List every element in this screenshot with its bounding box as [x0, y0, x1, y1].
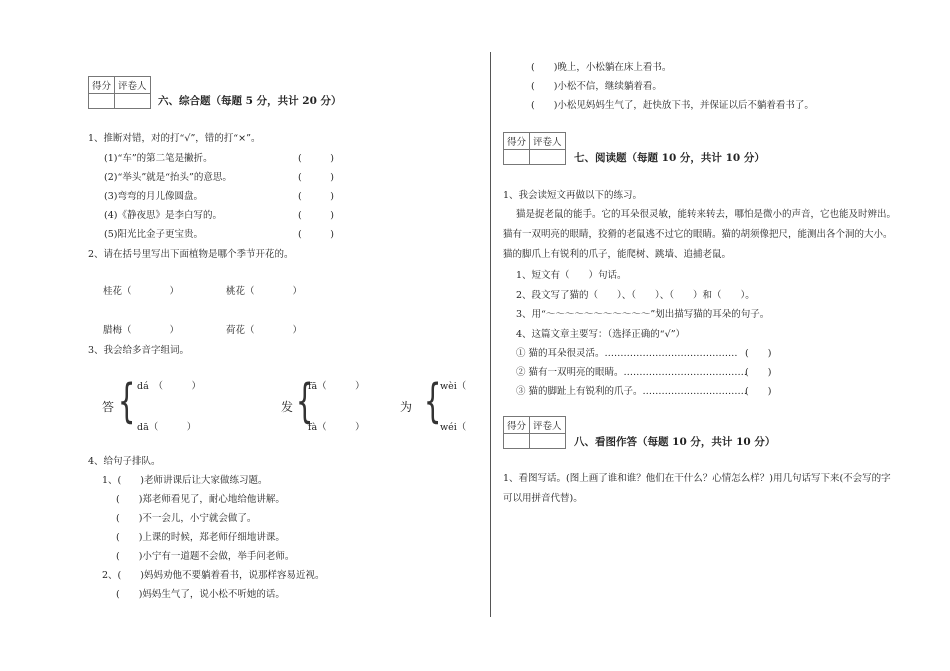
- choice-3-answer[interactable]: ( ): [745, 386, 772, 397]
- q1-item-2: (2)“举头”就是“抬头”的意思。: [104, 172, 232, 183]
- q4-line-7: ( )妈妈生气了，说小松不听她的话。: [116, 589, 285, 600]
- q1-item-1: (1)“车”的第二笔是撇折。: [104, 153, 213, 164]
- q1-item-3: (3)弯弯的月儿像圆盘。: [104, 191, 203, 202]
- choice-2: ② 猫有一双明亮的眼睛。…………………………………: [516, 367, 748, 378]
- section6-title: 六、综合题（每题 5 分，共计 20 分）: [158, 95, 342, 107]
- brace-icon: {: [295, 374, 314, 428]
- polyphone-fa-top[interactable]: fā（ ）: [308, 381, 365, 392]
- q4-line-2: ( )郑老师看见了，耐心地给他讲解。: [116, 494, 285, 505]
- choice-2-answer[interactable]: ( ): [745, 367, 772, 378]
- score-box-section7: [503, 132, 566, 165]
- q2-item-peach[interactable]: 桃花（ ）: [226, 286, 303, 297]
- grader-cell[interactable]: [530, 150, 566, 165]
- polyphone-fa-bottom[interactable]: fà（ ）: [308, 422, 365, 433]
- polyphone-char-wei: 为: [400, 400, 413, 414]
- reading-question-3: 3、用“～～～～～～～～～～～”划出描写猫的耳朵的句子。: [516, 309, 770, 320]
- grader-cell[interactable]: [530, 434, 566, 449]
- score-cell[interactable]: [504, 150, 530, 165]
- grader-label: 评卷人: [530, 133, 566, 150]
- picture-writing-line-2: 可以用拼音代替)。: [503, 493, 583, 504]
- choice-3: ③ 猫的脚趾上有锐利的爪子。……………………………: [516, 386, 748, 397]
- q4-line-8: ( )晚上，小松躺在床上看书。: [531, 62, 672, 73]
- score-label: 得分: [504, 417, 530, 434]
- grader-label: 评卷人: [530, 417, 566, 434]
- score-label: 得分: [504, 133, 530, 150]
- section8-title: 八、看图作答（每题 10 分，共计 10 分）: [574, 436, 776, 448]
- passage-line-2: 猫有一双明亮的眼睛，狡猾的老鼠逃不过它的眼睛。猫的胡须像把尺，能测出各个洞的大小。: [503, 229, 893, 240]
- reading-question-4: 4、这篇文章主要写：（选择正确的“√”）: [516, 329, 686, 340]
- score-cell[interactable]: [504, 434, 530, 449]
- q2-item-wintersweet[interactable]: 腊梅（ ）: [103, 325, 180, 336]
- q1-answer-5[interactable]: ( ): [298, 229, 334, 240]
- polyphone-char-da: 答: [102, 400, 115, 414]
- score-cell[interactable]: [89, 94, 115, 109]
- column-divider: [490, 52, 491, 617]
- score-box-section8: [503, 416, 566, 449]
- q3-title: 3、我会给多音字组词。: [88, 345, 190, 356]
- q1-item-4: (4)《静夜思》是李白写的。: [104, 210, 222, 221]
- grader-label: 评卷人: [115, 77, 151, 94]
- polyphone-da-bottom[interactable]: dā（ ）: [137, 422, 197, 433]
- picture-writing-line-1: 1、看图写话。(图上画了谁和谁？他们在干什么？心情怎么样？)用几句话写下来(不会写的字: [503, 473, 891, 484]
- q2-title: 2、请在括号里写出下面植物是哪个季节开花的。: [88, 249, 294, 260]
- brace-icon: {: [423, 374, 442, 428]
- passage-line-3: 猫的脚爪上有锐利的爪子，能爬树、跳墙、追捕老鼠。: [503, 249, 732, 260]
- choice-1: ① 猫的耳朵很灵活。……………………………………: [516, 348, 738, 359]
- brace-icon: {: [117, 374, 136, 428]
- passage-line-1: 猫是捉老鼠的能手。它的耳朵很灵敏，能转来转去，哪怕是微小的声音，它也能及时辨出。: [516, 209, 897, 220]
- reading-question-2: 2、段文写了猫的（ ）、（ ）、（ ）和（ ）。: [516, 290, 755, 301]
- q4-line-4: ( )上课的时候，郑老师仔细地讲课。: [116, 532, 285, 543]
- section7-title: 七、阅读题（每题 10 分，共计 10 分）: [574, 152, 765, 164]
- q2-item-lotus[interactable]: 荷花（ ）: [226, 325, 303, 336]
- q1-answer-3[interactable]: ( ): [298, 191, 334, 202]
- polyphone-da-top[interactable]: dá （ ）: [137, 381, 201, 392]
- choice-1-answer[interactable]: ( ): [745, 348, 772, 359]
- q2-item-osmanthus[interactable]: 桂花（ ）: [103, 286, 180, 297]
- q4-line-3: ( )不一会儿，小宁就会做了。: [116, 513, 257, 524]
- q1-answer-1[interactable]: ( ): [298, 153, 334, 164]
- reading-q1-title: 1、我会读短文再做以下的练习。: [503, 190, 643, 201]
- q4-line-10: ( )小松见妈妈生气了，赶快放下书，并保证以后不躺着看书了。: [531, 100, 814, 111]
- q1-answer-2[interactable]: ( ): [298, 172, 334, 183]
- q1-title: 1、推断对错，对的打“√”，错的打“×”。: [88, 133, 261, 144]
- reading-question-1: 1、短文有（ ）句话。: [516, 270, 627, 281]
- score-box-section6: [88, 76, 151, 109]
- score-label: 得分: [89, 77, 115, 94]
- polyphone-char-fa: 发: [281, 400, 294, 414]
- q1-answer-4[interactable]: ( ): [298, 210, 334, 221]
- grader-cell[interactable]: [115, 94, 151, 109]
- q4-line-5: ( )小宁有一道题不会做，举手问老师。: [116, 551, 295, 562]
- q4-title: 4、给句子排队。: [88, 456, 161, 467]
- polyphone-wei-bottom[interactable]: wéi（: [440, 422, 467, 433]
- q4-line-9: ( )小松不信，继续躺着看。: [531, 81, 662, 92]
- q4-line-6: 2、( )妈妈劝他不要躺着看书，说那样容易近视。: [102, 570, 325, 581]
- polyphone-wei-top[interactable]: wèi（: [440, 381, 467, 392]
- q1-item-5: (5)阳光比金子更宝贵。: [104, 229, 203, 240]
- q4-line-1: 1、( )老师讲课后让大家做练习题。: [102, 475, 268, 486]
